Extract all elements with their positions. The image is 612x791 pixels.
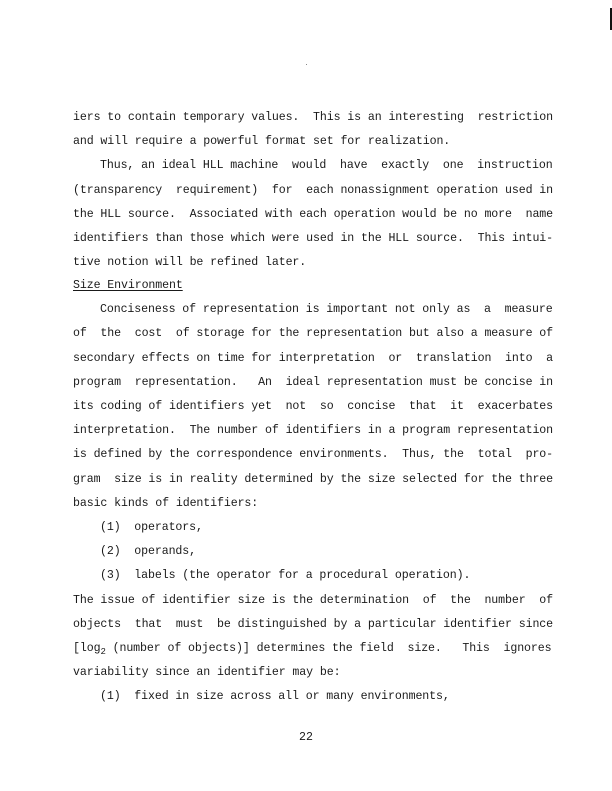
log-line — [73, 642, 551, 656]
list-item: (3) labels (the operator for a procedural operation). — [100, 569, 471, 582]
page-number: 22 — [299, 731, 313, 744]
text-line: gram size is in reality determined by the size selected for the three — [73, 473, 554, 486]
text-line: the HLL source. Associated with each operation would be no more name — [73, 208, 554, 221]
text-line: program representation. An ideal representation must be concise in — [73, 376, 554, 389]
text-line: tive notion will be refined later. — [73, 256, 307, 269]
log-rest: (number of objects)] determines the field size. This ignores — [105, 642, 552, 655]
list-item: (1) fixed in size across all or many environments, — [100, 690, 450, 703]
log-prefix: [log — [73, 642, 101, 655]
section-heading: Size Environment — [73, 279, 183, 292]
text-line: and will require a powerful format set for realization. — [73, 135, 451, 148]
text-line: is defined by the correspondence environments. Thus, the total pro- — [73, 448, 554, 461]
text-line: (transparency requirement) for each nonassignment operation used in — [73, 184, 554, 197]
text-line: Conciseness of representation is important not only as a measure — [100, 303, 553, 316]
text-line: identifiers than those which were used in the HLL source. This intui- — [73, 232, 554, 245]
text-line: Thus, an ideal HLL machine would have exactly one instruction — [100, 159, 553, 172]
text-line: The issue of identifier size is the determination of the number of — [73, 594, 554, 607]
scan-speck — [306, 64, 307, 65]
text-line: objects that must be distinguished by a particular identifier since — [73, 618, 554, 631]
list-item: (1) operators, — [100, 521, 203, 534]
text-line: of the cost of storage for the representation but also a measure of — [73, 327, 554, 340]
text-line: basic kinds of identifiers: — [73, 497, 259, 510]
text-line: secondary effects on time for interpretation or translation into a — [73, 352, 554, 365]
text-line: variability since an identifier may be: — [73, 666, 341, 679]
text-line: interpretation. The number of identifiers in a program representation — [73, 424, 554, 437]
text-line: its coding of identifiers yet not so concise that it exacerbates — [73, 400, 554, 413]
log-subscript: 2 — [100, 647, 106, 657]
text-line: iers to contain temporary values. This is an interesting restriction — [73, 111, 554, 124]
list-item: (2) operands, — [100, 545, 197, 558]
